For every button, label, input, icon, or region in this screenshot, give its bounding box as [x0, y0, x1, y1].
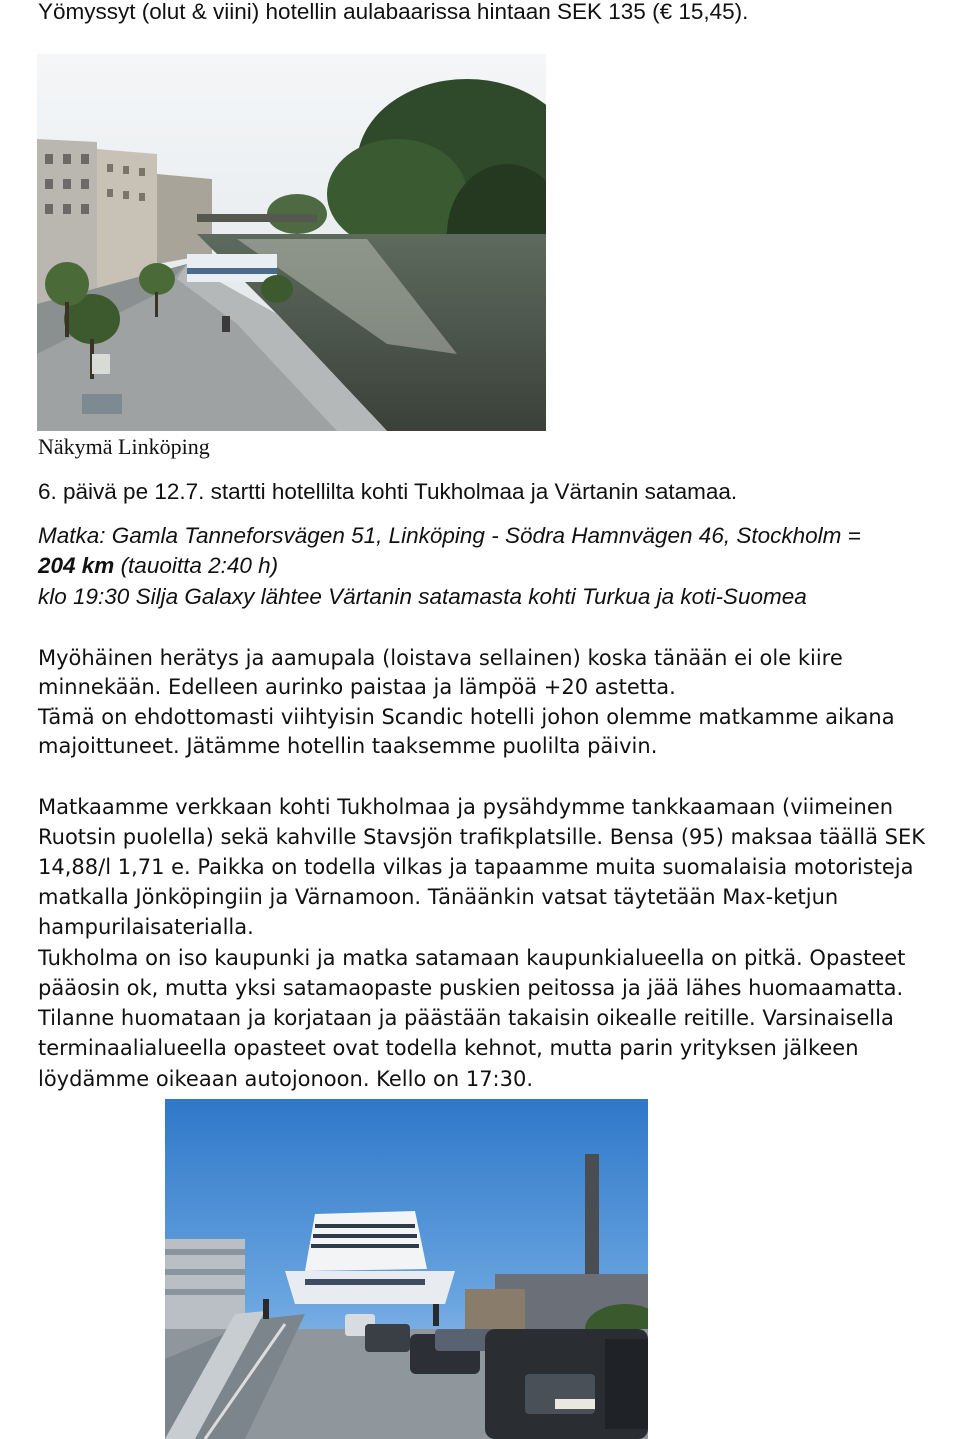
- paragraph-line: matkalla Jönköpingiin ja Värnamoon. Tänäänkin vatsat täytetään Max-ketjun: [38, 885, 839, 909]
- paragraph-line: hampurilaisaterialla.: [38, 915, 254, 939]
- ferry-line: klo 19:30 Silja Galaxy lähtee Värtanin satamasta kohti Turkua ja koti-Suomea: [38, 584, 807, 609]
- paragraph-line: Tilanne huomataan ja korjataan ja päästään takaisin oikealle reitille. Varsinaisella: [38, 1006, 894, 1030]
- paragraph-line: terminaalialueella opasteet ovat todella kehnot, mutta parin yrityksen jälkeen: [38, 1036, 859, 1060]
- paragraph-line: Tämä on ehdottomasti viihtyisin Scandic hotelli johon olemme matkamme aikana: [38, 705, 895, 729]
- distance-value: 204 km: [38, 553, 115, 578]
- route-line: Matka: Gamla Tanneforsvägen 51, Linköping - Södra Hamnvägen 46, Stockholm =: [38, 523, 861, 548]
- paragraph-line: majoittuneet. Jätämme hotellin taaksemme puolilta päivin.: [38, 734, 658, 758]
- paragraph-line: pääosin ok, mutta yksi satamaopaste puskien peitossa ja jää lähes huomaamatta.: [38, 976, 904, 1000]
- distance-duration: (tauoitta 2:40 h): [114, 553, 279, 578]
- paragraph-line: Myöhäinen herätys ja aamupala (loistava sellainen) koska tänään ei ole kiire: [38, 646, 843, 670]
- distance-line: [38, 551, 278, 581]
- header-line: Yömyssyt (olut & viini) hotellin aulabaarissa hintaan SEK 135 (€ 15,45).: [38, 0, 749, 24]
- day-heading: 6. päivä pe 12.7. startti hotellilta kohti Tukholmaa ja Värtanin satamaa.: [38, 479, 738, 504]
- paragraph-line: Tukholma on iso kaupunki ja matka satamaan kaupunkialueella on pitkä. Opasteet: [38, 946, 906, 970]
- paragraph-line: minnekään. Edelleen aurinko paistaa ja lämpöä +20 astetta.: [38, 675, 676, 699]
- paragraph-line: Ruotsin puolella) sekä kahville Stavsjön trafikplatsille. Bensa (95) maksaa täällä SEK: [38, 825, 926, 849]
- photo-caption: Näkymä Linköping: [38, 434, 210, 459]
- ferry-queue-photo: [165, 1099, 648, 1439]
- paragraph-line: Matkaamme verkkaan kohti Tukholmaa ja pysähdymme tankkaamaan (viimeinen: [38, 795, 894, 819]
- paragraph-line: löydämme oikeaan autojonoon. Kello on 17:30.: [38, 1067, 534, 1091]
- paragraph-line: 14,88/l 1,71 e. Paikka on todella vilkas ja tapaamme muita suomalaisia motoristeja: [38, 855, 914, 879]
- linkoping-river-photo: [37, 54, 546, 431]
